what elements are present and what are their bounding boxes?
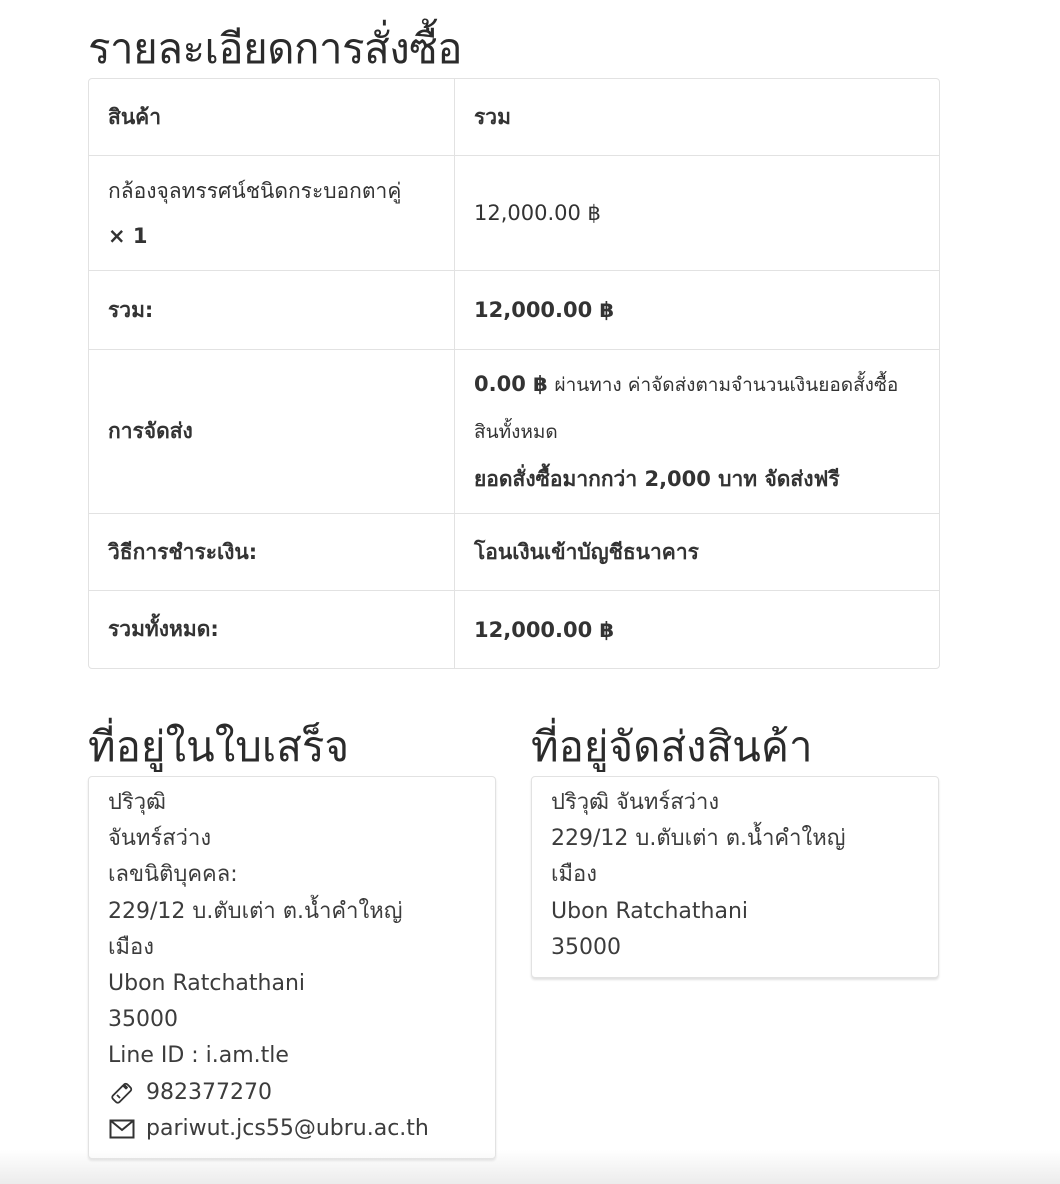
order-details-title: รายละเอียดการสั่งซื้อ	[88, 24, 462, 73]
shipping-cell	[455, 350, 939, 514]
order-total-label: รวมทั้งหมด:	[89, 591, 455, 668]
billing-last-name: จันทร์สว่าง	[108, 826, 212, 852]
shipping-address-title: ที่อยู่จัดส่งสินค้า	[531, 722, 813, 771]
payment-method-row	[89, 514, 939, 591]
billing-postcode: 35000	[108, 1007, 178, 1033]
billing-address-title: ที่อยู่ในใบเสร็จ	[88, 722, 350, 771]
subtotal-value: 12,000.00 ฿	[455, 271, 939, 350]
shipping-details	[474, 361, 920, 455]
shipping-amount: 0.00 ฿	[474, 371, 548, 396]
order-item-price: 12,000.00 ฿	[455, 156, 939, 271]
shipping-row	[89, 350, 939, 514]
shipping-method: ผ่านทาง ค่าจัดส่งตามจำนวนเงินยอดสั้งซื้อสินทั้งหมด	[474, 373, 899, 443]
billing-city: เมือง	[108, 934, 154, 960]
shipping-address-box	[531, 776, 939, 978]
shipping-label: การจัดส่ง	[89, 350, 455, 514]
payment-method-label: วิธีการชำระเงิน:	[89, 514, 455, 591]
shipping-name: ปริวุฒิ จันทร์สว่าง	[551, 790, 720, 815]
shipping-city: เมือง	[551, 862, 597, 888]
billing-phone[interactable]: 982377270	[146, 1079, 272, 1105]
subtotal-label: รวม:	[89, 271, 455, 350]
payment-method-value: โอนเงินเข้าบัญชีธนาคาร	[455, 514, 939, 591]
shipping-address-line: 229/12 บ.ตับเต่า ต.น้ำคำใหญ่	[551, 826, 846, 852]
billing-first-name: ปริวุฒิ	[108, 790, 167, 815]
envelope-icon	[108, 1115, 136, 1143]
order-total-value: 12,000.00 ฿	[474, 617, 615, 642]
order-item-row	[89, 156, 939, 271]
header-product: สินค้า	[89, 79, 455, 156]
phone-icon	[108, 1079, 136, 1107]
subtotal-row	[89, 271, 939, 350]
shipping-free-note: ยอดสั่งซื้อมากกว่า 2,000 บาท จัดส่งฟรี	[474, 466, 840, 491]
shipping-postcode: 35000	[551, 934, 621, 960]
billing-address-box	[88, 776, 496, 1159]
billing-email-line	[108, 1111, 476, 1147]
billing-province: Ubon Ratchathani	[108, 971, 306, 997]
order-item-name[interactable]: กล้องจุลทรรศน์ชนิดกระบอกตาคู่	[108, 179, 402, 203]
page-bottom-shadow	[0, 1150, 1060, 1184]
order-item-quantity: × 1	[108, 224, 148, 248]
shipping-province: Ubon Ratchathani	[551, 898, 749, 924]
table-header-row	[89, 79, 939, 156]
billing-phone-line	[108, 1075, 476, 1111]
header-total: รวม	[455, 79, 939, 156]
order-total-row	[89, 591, 939, 668]
order-item-cell	[89, 156, 455, 271]
billing-company: เลขนิติบุคคล:	[108, 862, 238, 888]
billing-email[interactable]: pariwut.jcs55@ubru.ac.th	[146, 1115, 429, 1141]
order-details-table	[88, 78, 940, 669]
billing-line-id: Line ID : i.am.tle	[108, 1043, 289, 1069]
billing-address-line: 229/12 บ.ตับเต่า ต.น้ำคำใหญ่	[108, 898, 403, 924]
